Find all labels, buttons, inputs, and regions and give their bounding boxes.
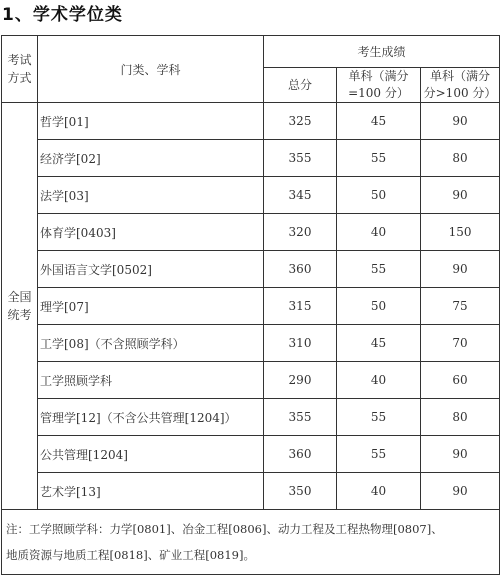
single-gt100-cell: 90 (421, 251, 500, 288)
category-cell: 艺术学[13] (38, 473, 264, 510)
single-100-cell: 45 (337, 325, 421, 362)
total-score-cell: 315 (264, 288, 337, 325)
single-gt100-cell: 75 (421, 288, 500, 325)
single-gt100-cell: 90 (421, 473, 500, 510)
category-cell: 理学[07] (38, 288, 264, 325)
header-category: 门类、学科 (38, 36, 264, 103)
note-cell (2, 510, 500, 575)
table-row (2, 362, 500, 399)
table-row (2, 473, 500, 510)
single-100-cell: 55 (337, 251, 421, 288)
single-gt100-cell: 90 (421, 177, 500, 214)
category-cell: 工学照顾学科 (38, 362, 264, 399)
single-100-cell: 55 (337, 399, 421, 436)
total-score-cell: 290 (264, 362, 337, 399)
category-cell: 外国语言文学[0502] (38, 251, 264, 288)
table-row (2, 325, 500, 362)
total-score-cell: 360 (264, 251, 337, 288)
total-score-cell: 325 (264, 103, 337, 140)
header-single-gt100-line2: 分>100 分） (423, 86, 497, 100)
header-exam-method (2, 36, 38, 103)
header-single-gt100 (421, 68, 500, 103)
note-row (2, 510, 500, 575)
single-gt100-cell: 90 (421, 436, 500, 473)
total-score-cell: 320 (264, 214, 337, 251)
header-single-100-line1: 单科（满分 (348, 69, 409, 83)
single-100-cell: 50 (337, 288, 421, 325)
single-100-cell: 40 (337, 473, 421, 510)
single-gt100-cell: 80 (421, 399, 500, 436)
exam-method-line2: 统考 (7, 308, 32, 322)
header-exam-method-line1: 考试 (7, 53, 32, 67)
table-row (2, 399, 500, 436)
total-score-cell: 310 (264, 325, 337, 362)
single-100-cell: 55 (337, 436, 421, 473)
table-row (2, 103, 500, 140)
single-gt100-cell: 60 (421, 362, 500, 399)
single-100-cell: 40 (337, 362, 421, 399)
header-single-100-line2: =100 分） (348, 86, 409, 100)
single-100-cell: 45 (337, 103, 421, 140)
header-total: 总分 (264, 68, 337, 103)
header-single-100 (337, 68, 421, 103)
single-100-cell: 50 (337, 177, 421, 214)
table-row (2, 140, 500, 177)
header-single-gt100-line1: 单科（满分 (430, 69, 491, 83)
total-score-cell: 355 (264, 140, 337, 177)
page-title: 1、学术学位类 (2, 5, 123, 25)
score-table (1, 35, 500, 575)
total-score-cell: 355 (264, 399, 337, 436)
single-gt100-cell: 150 (421, 214, 500, 251)
exam-method-line1: 全国 (7, 290, 32, 304)
category-cell: 公共管理[1204] (38, 436, 264, 473)
header-exam-method-line2: 方式 (7, 71, 32, 85)
table-row (2, 288, 500, 325)
category-cell: 法学[03] (38, 177, 264, 214)
header-score-group: 考生成绩 (264, 36, 500, 68)
single-gt100-cell: 80 (421, 140, 500, 177)
category-cell: 经济学[02] (38, 140, 264, 177)
note-line2: 地质资源与地质工程[0818]、矿业工程[0819]。 (6, 548, 255, 562)
table-row (2, 214, 500, 251)
category-cell: 工学[08]（不含照顾学科） (38, 325, 264, 362)
table-row (2, 436, 500, 473)
category-cell: 管理学[12]（不含公共管理[1204]） (38, 399, 264, 436)
note-line1: 注：工学照顾学科：力学[0801]、冶金工程[0806]、动力工程及工程热物理[0807]、 (6, 522, 443, 536)
total-score-cell: 350 (264, 473, 337, 510)
table-row (2, 177, 500, 214)
single-100-cell: 40 (337, 214, 421, 251)
exam-method-cell (2, 103, 38, 510)
single-gt100-cell: 70 (421, 325, 500, 362)
single-gt100-cell: 90 (421, 103, 500, 140)
category-cell: 哲学[01] (38, 103, 264, 140)
total-score-cell: 360 (264, 436, 337, 473)
category-cell: 体育学[0403] (38, 214, 264, 251)
total-score-cell: 345 (264, 177, 337, 214)
table-row (2, 251, 500, 288)
single-100-cell: 55 (337, 140, 421, 177)
